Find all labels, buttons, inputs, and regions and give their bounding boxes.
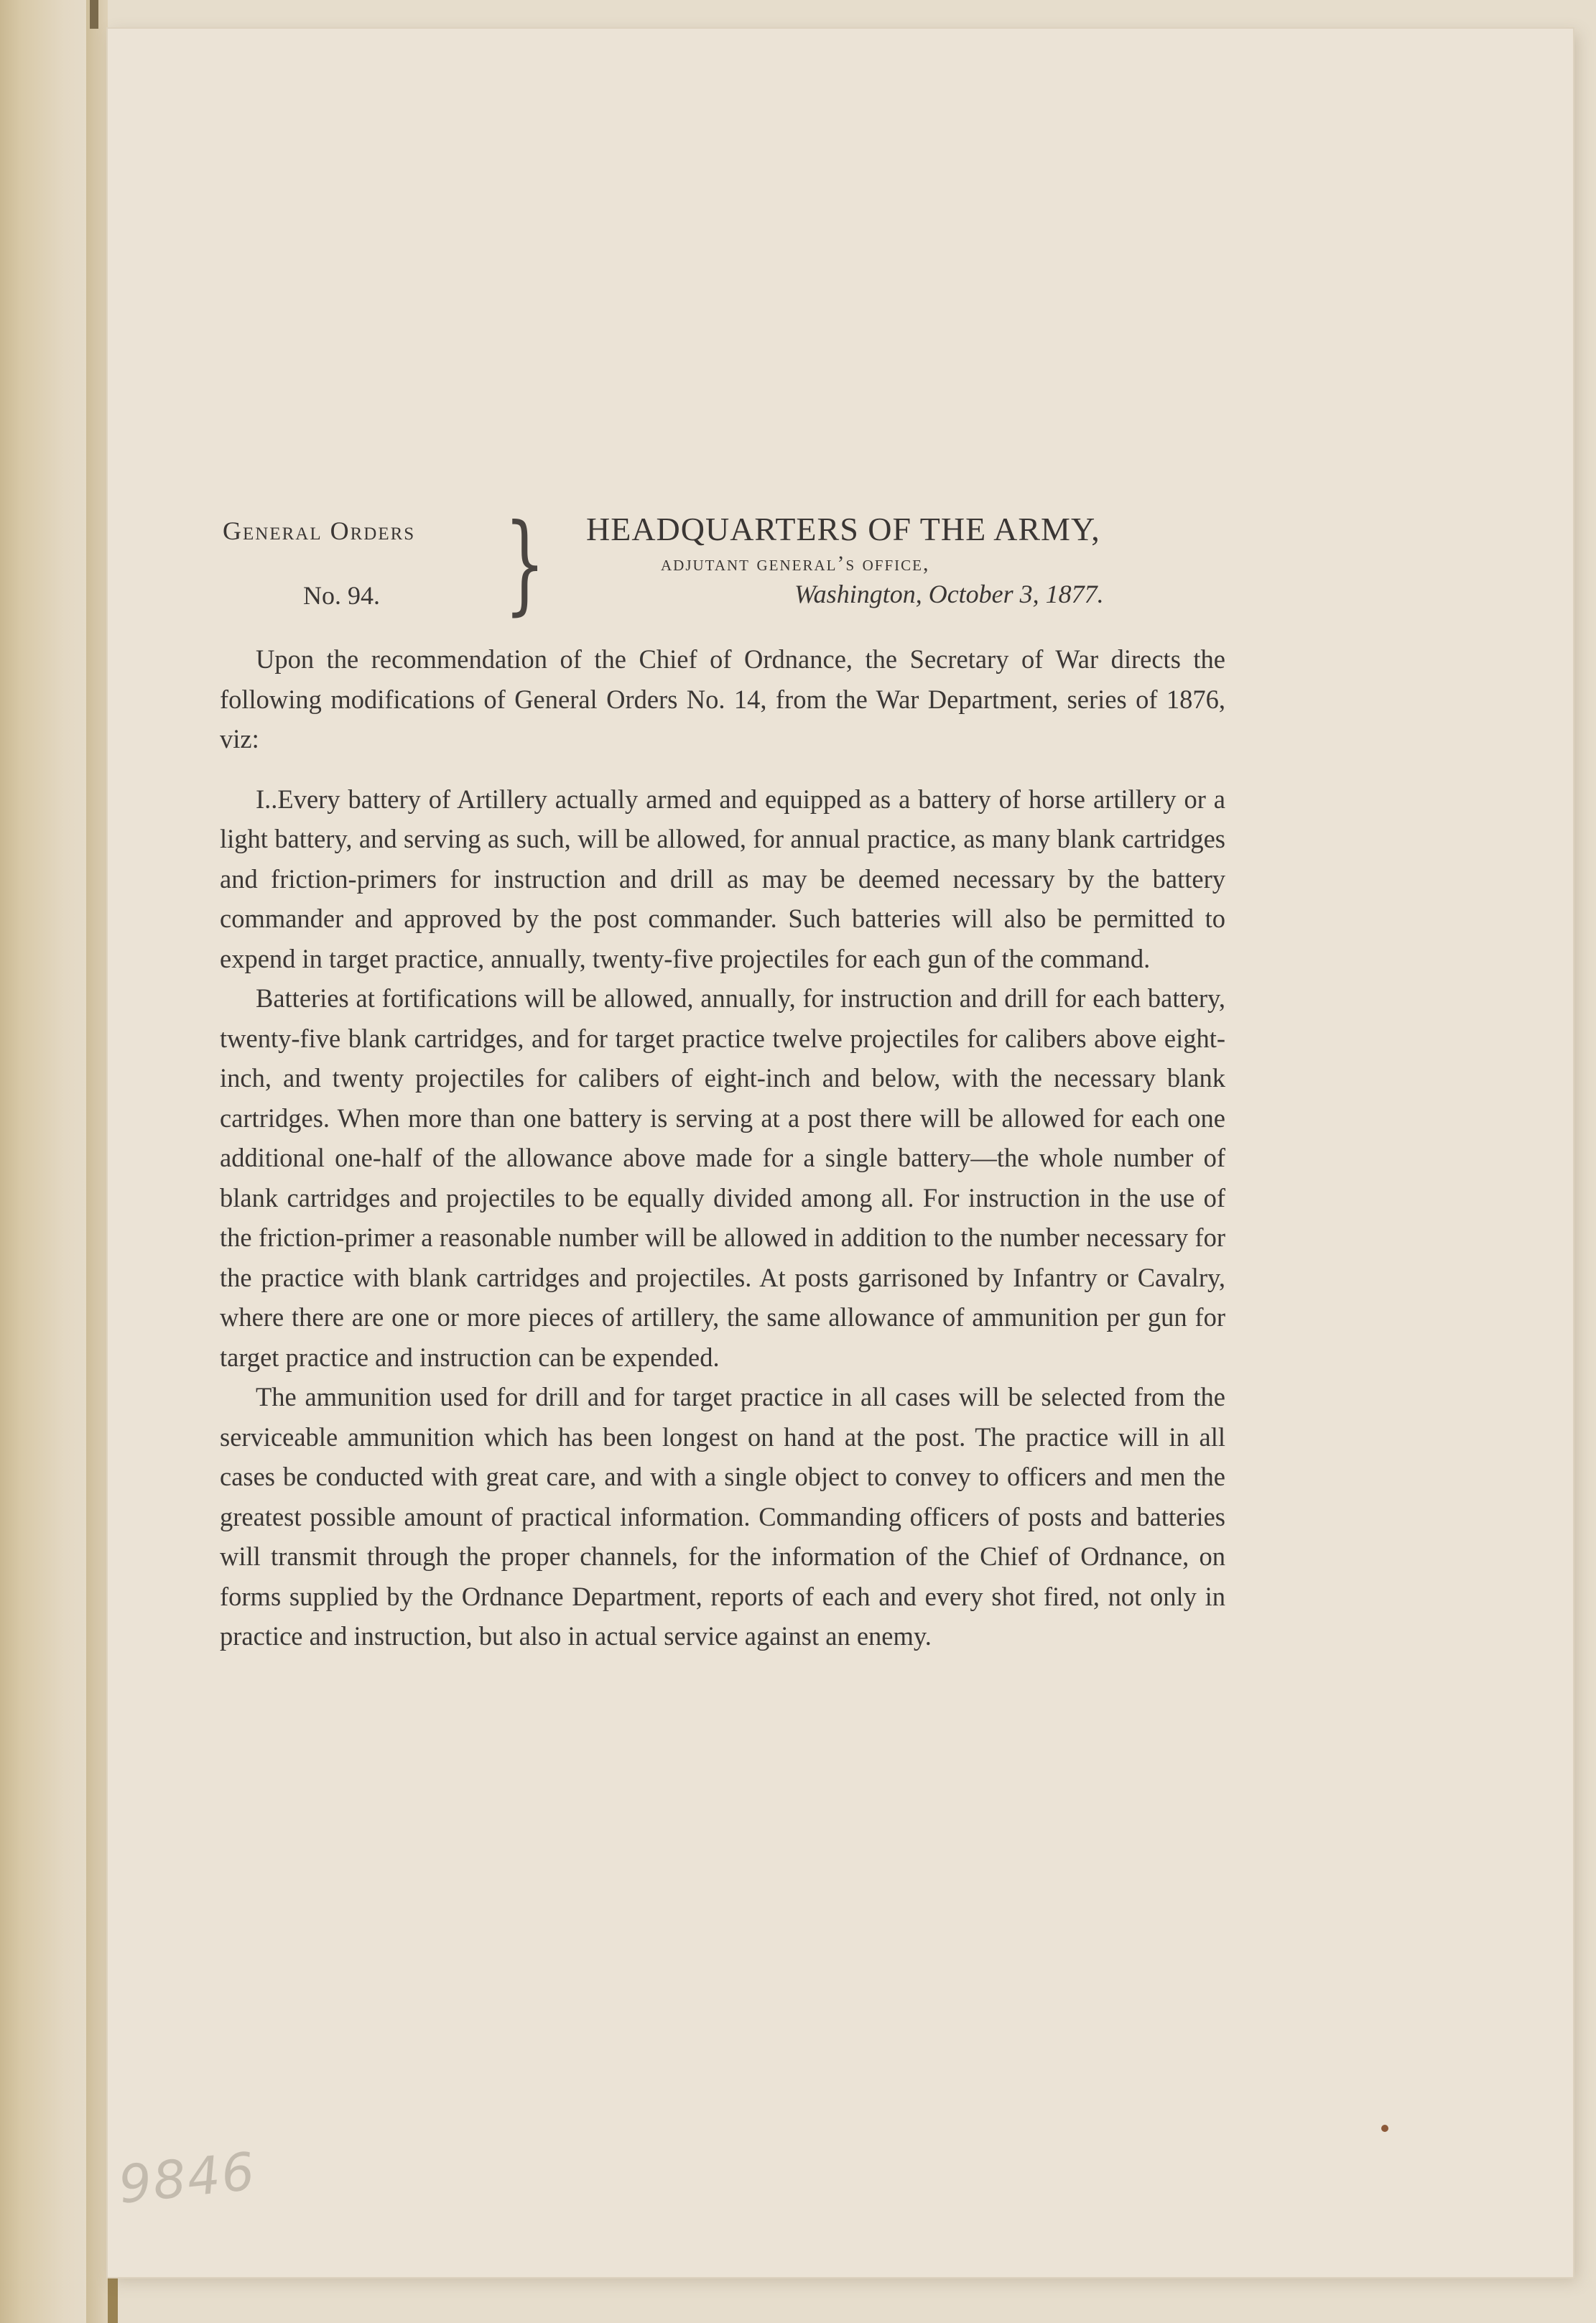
binding-mark bbox=[90, 0, 98, 29]
order-body bbox=[220, 639, 1225, 1656]
section-one-paragraph: I..Every battery of Artillery actually armed and equipped as a battery of horse artillery or a light battery, and serving as such, will be allowed, for annual practice, as many blank cartridges and friction-primers for instruction and drill as may be deemed necessary by the battery commander and approved by the post commander. Such batteries will also be permitted to expend in target practice, annually, twenty-five projectiles for each gun of the command. bbox=[220, 784, 1225, 973]
order-heading: General Orders bbox=[223, 516, 416, 545]
archive-number: 9846 bbox=[116, 2141, 259, 2215]
order-number: No. 94. bbox=[303, 581, 380, 610]
intro-paragraph: Upon the recommendation of the Chief of Ordnance, the Secretary of War directs the following modifications of General Orders No. 14, from the War Department, series of 1876, viz: bbox=[220, 644, 1225, 754]
place-date: Washington, October 3, 1877. bbox=[794, 580, 1104, 608]
office-title: adjutant general’s office, bbox=[661, 552, 930, 575]
binding-mark bbox=[108, 2277, 118, 2323]
brace: } bbox=[504, 501, 546, 626]
ammunition-paragraph: The ammunition used for drill and for target practice in all cases will be selected from the serviceable ammunition which has been longest on hand at the post. The practice will in all cases be conducted with great care, and with a single object to convey to officers and men the greatest possible amount of practical information. Commanding officers of posts and batteries will transmit through the proper channels, for the information of the Chief of Ordnance, on forms supplied by the Ordnance Department, reports of each and every shot fired, not only in practice and instruction, but also in actual service against an enemy. bbox=[220, 1382, 1225, 1651]
ink-spot bbox=[1381, 2125, 1388, 2132]
order-header bbox=[223, 501, 1228, 626]
binding-strip bbox=[86, 0, 108, 2323]
headquarters-title: HEADQUARTERS OF THE ARMY, bbox=[586, 511, 1100, 547]
fortifications-paragraph: Batteries at fortifications will be allowed, annually, for instruction and drill for each battery, twenty-five blank cartridges, and for target practice twelve projectiles for calibers above eight-inch, and twenty projectiles for calibers of eight-inch and below, with the necessary blank cartridges. When more than one battery is serving at a post there will be allowed for each one additional one-half of the allowance above made for a single battery—the whole number of blank cartridges and projectiles to be equally divided among all. For instruction in the use of the friction-primer a reasonable number will be allowed in addition to the number necessary for the practice with blank cartridges and projectiles. At posts garrisoned by Infantry or Cavalry, where there are one or more pieces of artillery, the same allowance of ammunition per gun for target practice and instruction can be expended. bbox=[220, 983, 1225, 1372]
